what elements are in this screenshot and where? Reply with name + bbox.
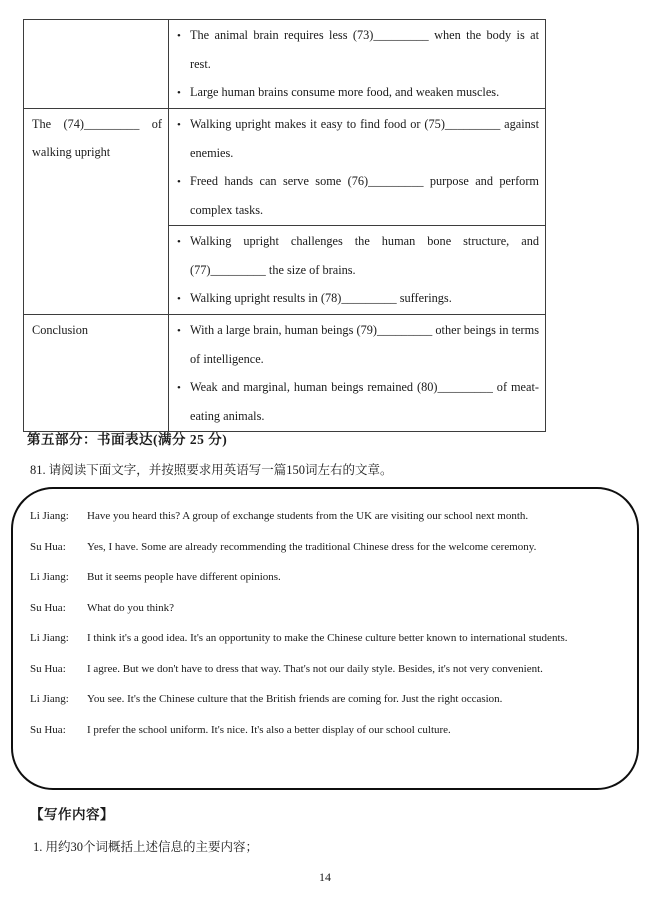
row-label-cell	[24, 109, 169, 315]
bullet-icon: •	[177, 325, 181, 337]
dialogue-line	[30, 562, 631, 593]
speaker-name: Su Hua:	[30, 601, 66, 614]
row-label-cell	[24, 20, 169, 109]
bullet-item	[177, 167, 539, 224]
bullet-text: Walking upright challenges the human bone structure, and (77)_________ the size of brains.	[190, 234, 539, 277]
bullet-item	[177, 227, 539, 284]
bullet-item	[177, 316, 539, 373]
bullet-text: With a large brain, human beings (79)_________ other beings in terms of intelligence.	[190, 323, 539, 366]
dialogue-line	[30, 654, 631, 685]
task-instruction: 81. 请阅读下面文字，并按照要求用英语写一篇150词左右的文章。	[30, 463, 393, 477]
table-row	[24, 20, 546, 109]
speaker-name: Su Hua:	[30, 662, 66, 675]
bullet-item	[177, 21, 539, 78]
dialogue-text: I agree. But we don't have to dress that way. That's not our daily style. Besides, it's not very convenient.	[87, 662, 543, 675]
bullet-icon: •	[177, 30, 181, 42]
row-content-cell	[169, 109, 546, 226]
bullet-text: Weak and marginal, human beings remained (80)_________ of meat-eating animals.	[190, 380, 539, 423]
dialogue-text: Have you heard this? A group of exchange students from the UK are visiting our school next month.	[87, 510, 529, 522]
bullet-text: Walking upright makes it easy to find food or (75)_________ against enemies.	[190, 117, 539, 160]
table-row	[24, 109, 546, 226]
bullet-text: Large human brains consume more food, and weaken muscles.	[190, 85, 500, 99]
bullet-icon: •	[177, 176, 181, 188]
speaker-name: Su Hua:	[30, 540, 66, 553]
speaker-name: Li Jiang:	[30, 510, 69, 522]
row-label-cell	[24, 315, 169, 432]
row-label: Conclusion	[32, 323, 89, 337]
row-content-cell	[169, 20, 546, 109]
row-label: The (74)_________ of walking upright	[32, 117, 162, 159]
writing-point-1: 1. 用约30个词概括上述信息的主要内容；	[33, 840, 259, 854]
dialogue-text: I prefer the school uniform. It's nice. It's also a better display of our school culture.	[87, 723, 451, 736]
section-heading: 第五部分：书面表达(满分 25 分)	[27, 432, 228, 447]
bullet-text: The animal brain requires less (73)_________ when the body is at rest.	[190, 28, 539, 71]
bullet-icon: •	[177, 293, 181, 305]
dialogue-text: Yes, I have. Some are already recommending the traditional Chinese dress for the welcome ceremony.	[87, 540, 537, 553]
bullet-icon: •	[177, 87, 181, 99]
bullet-icon: •	[177, 119, 181, 131]
writing-content-heading: 【写作内容】	[30, 807, 114, 822]
dialogue-box	[11, 487, 639, 790]
bullet-icon: •	[177, 382, 181, 394]
bullet-icon: •	[177, 236, 181, 248]
speaker-name: Li Jiang:	[30, 571, 69, 583]
dialogue-text: What do you think?	[87, 601, 175, 614]
bullet-text: Walking upright results in (78)_________ sufferings.	[190, 291, 452, 305]
dialogue-text: You see. It's the Chinese culture that the British friends are coming for. Just the right occasion.	[87, 693, 503, 705]
bullet-item	[177, 110, 539, 167]
dialogue-line	[30, 684, 631, 715]
dialogue-line	[30, 501, 631, 532]
speaker-name: Li Jiang:	[30, 693, 69, 705]
dialogue-line	[30, 532, 631, 563]
summary-table	[23, 19, 546, 432]
dialogue-line	[30, 593, 631, 624]
table-row	[24, 315, 546, 432]
speaker-name: Li Jiang:	[30, 632, 69, 644]
dialogue-line	[30, 715, 631, 746]
row-content-cell	[169, 226, 546, 315]
bullet-text: Freed hands can serve some (76)_________ purpose and perform complex tasks.	[190, 174, 539, 217]
speaker-name: Su Hua:	[30, 723, 66, 736]
bullet-item	[177, 284, 539, 313]
dialogue-line	[30, 623, 631, 654]
row-content-cell	[169, 315, 546, 432]
bullet-item	[177, 78, 539, 107]
dialogue-text: But it seems people have different opinions.	[87, 571, 281, 583]
bullet-item	[177, 373, 539, 430]
dialogue-text: I think it's a good idea. It's an opportunity to make the Chinese culture better known to international students.	[87, 632, 568, 644]
page-number: 14	[319, 870, 331, 884]
